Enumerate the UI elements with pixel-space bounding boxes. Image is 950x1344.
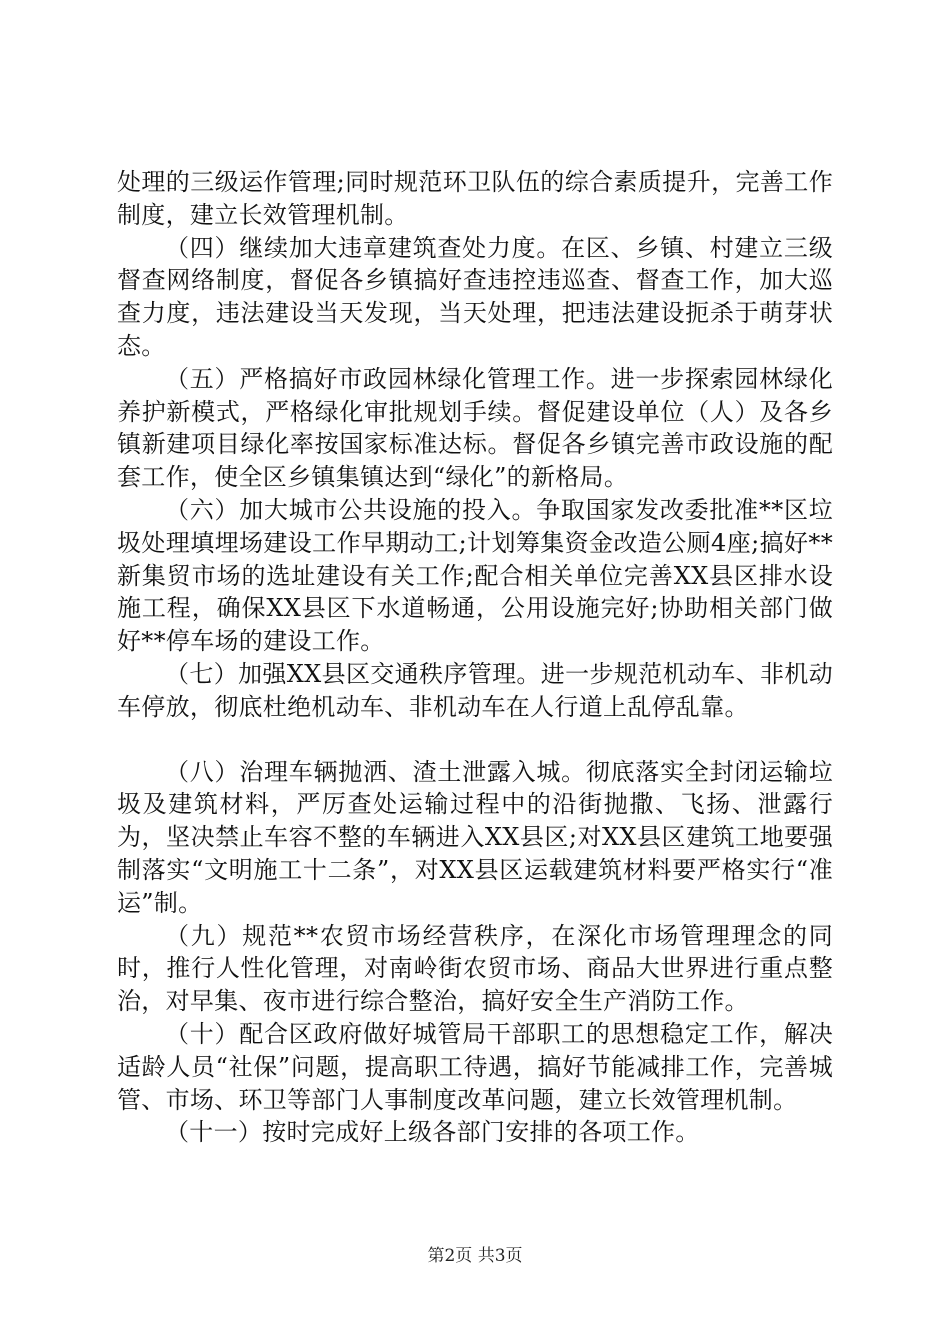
paragraph-item-10: （十）配合区政府做好城管局干部职工的思想稳定工作，解决适龄人员“社保”问题，提高职工待遇，搞好节能减排工作，完善城管、市场、环卫等部门人事制度改革问题，建立长效管理机制。 — [117, 1019, 833, 1114]
paragraph-continuation: 处理的三级运作管理;同时规范环卫队伍的综合素质提升，完善工作制度，建立长效管理机制。 — [117, 168, 833, 229]
paragraph-item-4: （四）继续加大违章建筑查处力度。在区、乡镇、村建立三级督查网络制度，督促各乡镇搞好查违控违巡查、督查工作，加大巡查力度，违法建设当天发现，当天处理，把违法建设扼杀于萌芽状态。 — [117, 233, 833, 360]
paragraph-item-6: （六）加大城市公共设施的投入。争取国家发改委批准**区垃圾处理填埋场建设工作早期动工;计划筹集资金改造公厕4座;搞好**新集贸市场的选址建设有关工作;配合相关单位完善XX县区排水设施工程，确保XX县区下水道畅通，公用设施完好;协助相关部门做好**停车场的建设工作。 — [117, 495, 833, 656]
page-footer — [0, 1246, 950, 1266]
paragraph-item-8: （八）治理车辆抛洒、渣土泄露入城。彻底落实全封闭运输垃圾及建筑材料，严厉查处运输过程中的沿街抛撒、飞扬、泄露行为，坚决禁止车容不整的车辆进入XX县区;对XX县区建筑工地要强制落实“文明施工十二条”，对XX县区运载建筑材料要严格实行“准运”制。 — [117, 757, 833, 917]
paragraph-item-7: （七）加强XX县区交通秩序管理。进一步规范机动车、非机动车停放，彻底杜绝机动车、非机动车在人行道上乱停乱靠。 — [117, 659, 833, 721]
paragraph-item-9: （九）规范**农贸市场经营秩序，在深化市场管理理念的同时，推行人性化管理，对南岭街农贸市场、商品大世界进行重点整治，对早集、夜市进行综合整治，搞好安全生产消防工作。 — [117, 921, 833, 1016]
paragraph-item-11: （十一）按时完成好上级各部门安排的各项工作。 — [165, 1118, 700, 1147]
page-number-label: 第2页 共3页 — [427, 1246, 523, 1266]
paragraph-item-5: （五）严格搞好市政园林绿化管理工作。进一步探索园林绿化养护新模式，严格绿化审批规划手续。督促建设单位（人）及各乡镇新建项目绿化率按国家标准达标。督促各乡镇完善市政设施的配套工作，使全区乡镇集镇达到“绿化”的新格局。 — [117, 364, 833, 492]
document-body — [117, 166, 833, 1149]
